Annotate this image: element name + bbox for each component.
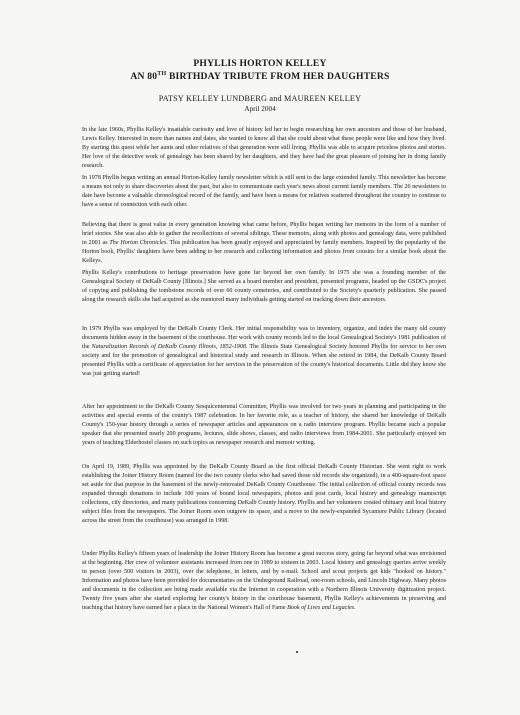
paragraph-5: In 1979 Phyllis was employed by the DeKalb County Clerk. Her initial responsibility was to inventory, organize, and index the many old county documents hidden away in the basement of the courthouse. Her work with county records led to the local Genealogical Society's 1981 publication of the Naturalization Records of DeKalb County Illinois, 1852-1908. The Illinois State Genealogical Society honored Phyllis for service to her own society and for the promotion of genealogical and historical study and research in Illinois. When she retired in 1984, the DeKalb County Board presented Phyllis with a certificate of appreciation for her services in the preservation of the county's historical documents. Little did they know she was just getting started! [82, 326, 447, 378]
scan-speck [296, 651, 298, 653]
paragraph-2: In 1978 Phyllis began writing an annual Horton-Kelley family newsletter which is still sent to the large extended family. This newsletter has become a means not only to share discoveries about the past, but also to communicate each year's news about current family members. The 26 newsletters to date have become a valuable chronological record of the family, and have been a means for relatives scattered throughout the country to continue to have a sense of connection with each other. [82, 175, 446, 209]
document-title: PHYLLIS HORTON KELLEY [193, 58, 327, 69]
paragraph-1: In the late 1960s, Phyllis Kelley's insatiable curiosity and love of history led her to begin researching her own ancestors and those of her husband, Lewis Kelley. Interested in more than names and dates, she wanted to know all that she could about what these people were like and how they lived. By starting this quest while her aunts and other relatives of that generation were still living, Phyllis was able to acquire priceless photos and stories. Her love of the detective work of genealogy has been shared by her daughters, and they have had the great pleasure of joining her in doing family research. [82, 127, 446, 170]
authors-line: PATSY KELLEY LUNDBERG and MAUREEN KELLEY [158, 94, 362, 103]
document-subtitle [0, 71, 520, 82]
paragraph-4: Phyllis Kelley's contributions to heritage preservation have gone far beyond her own family. In 1975 she was a founding member of the Genealogical Society of DeKalb County [Illinois.] She served as a board member and president, presented programs, headed up the GSDC's project of copying and publishing the tombstone records of over 60 county cemeteries, and contributed to the Society's quarterly publication. She passed along the research skills she had acquired as she mentored many individuals getting started on tracking down their ancestors. [82, 270, 446, 304]
paragraph-7: On April 19, 1989, Phyllis was appointed by the DeKalb County Board as the first official DeKalb County Historian. She went right to work establishing the Joiner History Room (named for the two county clerks who had saved those old records she organized), in a 400-square-foot space set aside for that purpose in the basement of the newly-renovated DeKalb County Courthouse. The initial collection of official county records was expanded through donations to include 100 years of bound local newspapers, photos and post cards, local history and genealogy manuscript collections, city directories, and many publications concerning DeKalb County history. Phyllis and her volunteers created obituary and local history subject files from the newspapers. The Joiner Room soon outgrew its space, and a move to the newly-expanded Sycamore Public Library (located across the street from the courthouse) was arranged in 1998. [82, 464, 446, 525]
paragraph-6: After her appointment to the DeKalb County Sesquicentennial Committee, Phyllis was involved for two years in planning and participating in the activities and special events of the county's 1987 celebration. In her favorite role, as a teacher of history, she shared her knowledge of DeKalb County's 150-year history through a series of newspaper articles and appearances on a radio interview program. Phyllis became such a popular speaker that she presented nearly 200 programs, lectures, slide shows, classes, and radio interviews from 1984-2001. She particularly enjoyed ten years of teaching Elderhostel classes on such topics as newspaper research and memoir writing. [82, 404, 446, 447]
paragraph-8: Under Phyllis Kelley's fifteen years of leadership the Joiner History Room has become a great success story, going far beyond what was envisioned at the beginning. Her crew of volunteer assistants increased from one in 1989 to sixteen in 2003. Local history and genealogy queries arrive weekly in person (over 500 visitors in 2003), over the telephone, in letters, and by e-mail. School and scout projects get kids "hooked on history." Information and photos have been provided for documentaries on the Underground Railroad, one-room schools, and Lincoln Highway. Many photos and documents in the collection are being made available via the Internet in cooperation with a Northern Illinois University digitization project. Twenty five years after she started exploring her county's history in the courthouse basement, Phyllis Kelley's achievements in preserving and teaching that history have earned her a place in the National Women's Hall of Fame Book of Lives and Legacies. [82, 551, 446, 612]
document-date: April 2004 [244, 105, 276, 113]
paragraph-3: Believing that there is great value in every generation knowing what came before, Phyllis began writing her memoirs in the form of a number of brief stories. She was also able to gather the recollections of several siblings. These memoirs, along with photos and genealogy data, were published in 2001 as The Horton Chronicles. This publication has been greatly enjoyed and appreciated by family members. Inspired by the popularity of the Horton book, Phyllis' daughters have been adding to her research and collecting information and photos from cousins for a similar book about the Kelleys. [82, 222, 447, 265]
subtitle-text: AN 80TH BIRTHDAY TRIBUTE FROM HER DAUGHTERS [130, 71, 390, 83]
